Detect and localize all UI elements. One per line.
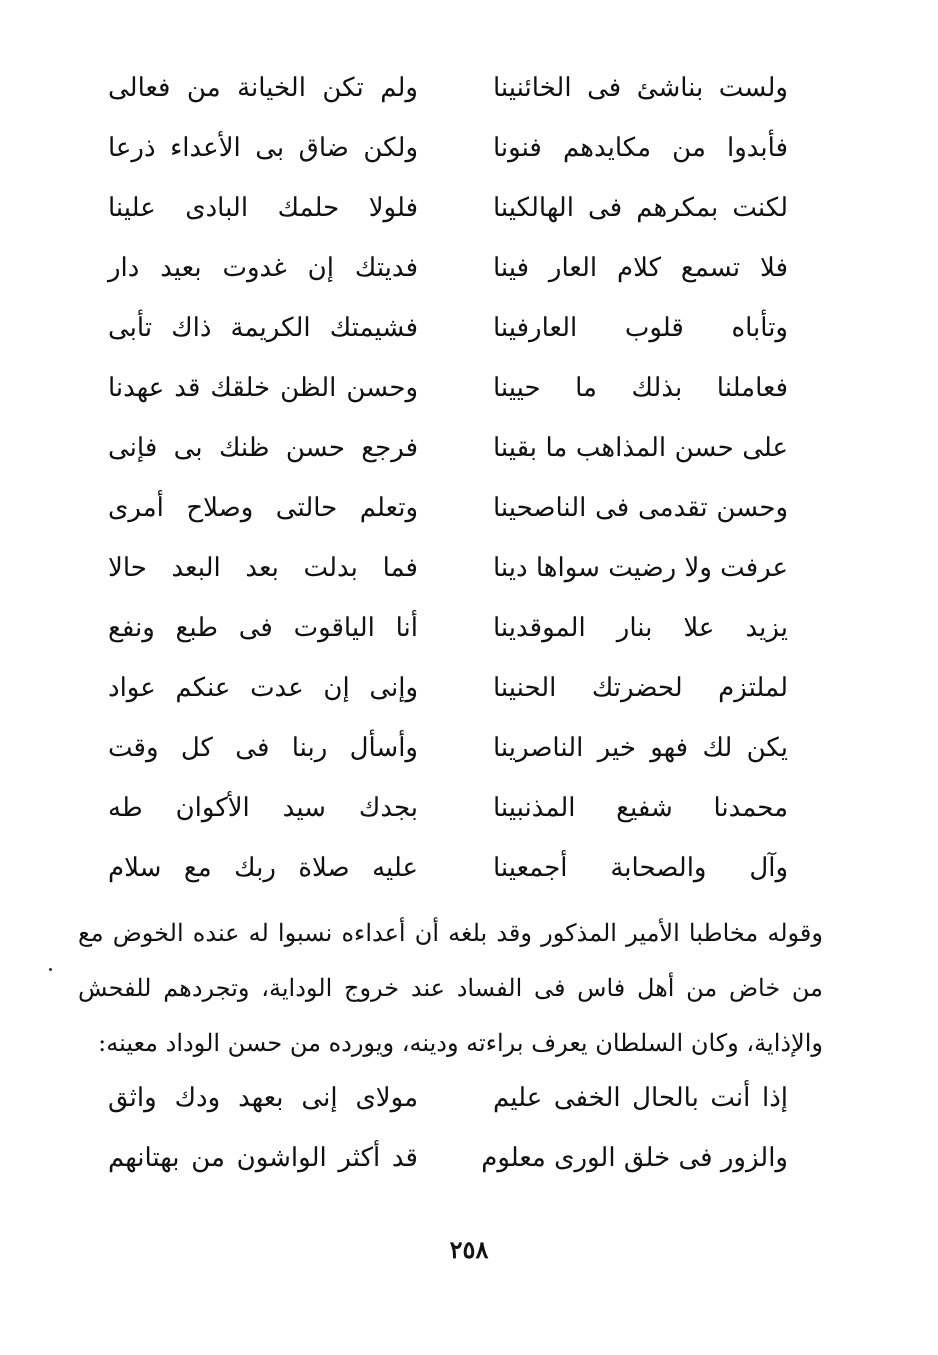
verse-second-hemistich: لملتزم لحضرتك الحنينا — [493, 673, 788, 703]
verse-second-hemistich: والزور فى خلق الورى معلوم — [481, 1143, 788, 1173]
verse-line — [0, 1138, 938, 1198]
page-number: ٢٥٨ — [449, 1235, 489, 1264]
verse-first-hemistich: فشيمتك الكريمة ذاك تأبى — [108, 313, 418, 343]
verse-second-hemistich: فأبدوا من مكايدهم فنونا — [493, 133, 788, 163]
verse-first-hemistich: عليه صلاة ربك مع سلام — [108, 853, 418, 883]
verse-second-hemistich: إذا أنت بالحال الخفى عليم — [493, 1083, 788, 1113]
verse-line — [0, 548, 938, 608]
verse-first-hemistich: فما بدلت بعد البعد حالا — [108, 553, 418, 583]
verse-first-hemistich: قد أكثر الواشون من بهتانهم — [108, 1143, 418, 1173]
verse-second-hemistich: وآل والصحابة أجمعينا — [493, 853, 788, 883]
verse-line — [0, 368, 938, 428]
verse-first-hemistich: مولاى إنى بعهد ودك واثق — [108, 1083, 418, 1113]
verse-second-hemistich: فلا تسمع كلام العار فينا — [493, 253, 788, 283]
prose-paragraph: وقوله مخاطبا الأمير المذكور وقد بلغه أن أعداءه نسبوا له عنده الخوض مع من خاض من أهل فاس فى الفساد عند خروج الوداية، وتجردهم للفحش والإذاية، وكان السلطان يعرف براءته ودينه، ويورده من حسن الوداد معينه: — [78, 919, 823, 1057]
verse-second-hemistich: لكنت بمكرهم فى الهالكينا — [493, 193, 788, 223]
verse-first-hemistich: وتعلم حالتى وصلاح أمرى — [108, 493, 418, 523]
verse-first-hemistich: فديتك إن غدوت بعيد دار — [108, 253, 418, 283]
verse-second-hemistich: وحسن تقدمى فى الناصحينا — [493, 493, 788, 523]
verse-second-hemistich: على حسن المذاهب ما بقينا — [493, 433, 788, 463]
verse-second-hemistich: عرفت ولا رضيت سواها دينا — [493, 553, 788, 583]
verse-first-hemistich: فلولا حلمك البادى علينا — [108, 193, 418, 223]
verse-line — [0, 188, 938, 248]
verse-second-hemistich: وتأباه قلوب العارفينا — [493, 313, 788, 343]
verse-line — [0, 608, 938, 668]
verse-second-hemistich: يكن لك فهو خير الناصرينا — [493, 733, 788, 763]
verse-first-hemistich: وحسن الظن خلقك قد عهدنا — [108, 373, 418, 403]
verse-line — [0, 1078, 938, 1138]
verse-first-hemistich: فرجع حسن ظنك بى فإنى — [108, 433, 418, 463]
verse-line — [0, 728, 938, 788]
verse-line — [0, 428, 938, 488]
verse-line — [0, 788, 938, 848]
verse-line — [0, 128, 938, 188]
verse-line — [0, 308, 938, 368]
verse-second-hemistich: فعاملنا بذلك ما حيينا — [493, 373, 788, 403]
verse-second-hemistich: يزيد علا بنار الموقدينا — [493, 613, 788, 643]
verse-line — [0, 488, 938, 548]
verse-line — [0, 848, 938, 908]
verse-second-hemistich: محمدنا شفيع المذنبينا — [493, 793, 788, 823]
verse-first-hemistich: أنا الياقوت فى طبع ونفع — [108, 613, 418, 643]
verse-line — [0, 68, 938, 128]
verse-first-hemistich: ولكن ضاق بى الأعداء ذرعا — [108, 133, 418, 163]
verse-first-hemistich: بجدك سيد الأكوان طه — [108, 793, 418, 823]
verse-first-hemistich: وأسأل ربنا فى كل وقت — [108, 733, 418, 763]
verse-line — [0, 248, 938, 308]
verse-first-hemistich: ولم تكن الخيانة من فعالى — [108, 73, 418, 103]
ink-speck — [49, 968, 52, 971]
verse-second-hemistich: ولست بناشئ فى الخائنينا — [493, 73, 788, 103]
verse-first-hemistich: وإنى إن عدت عنكم عواد — [108, 673, 418, 703]
verse-line — [0, 668, 938, 728]
